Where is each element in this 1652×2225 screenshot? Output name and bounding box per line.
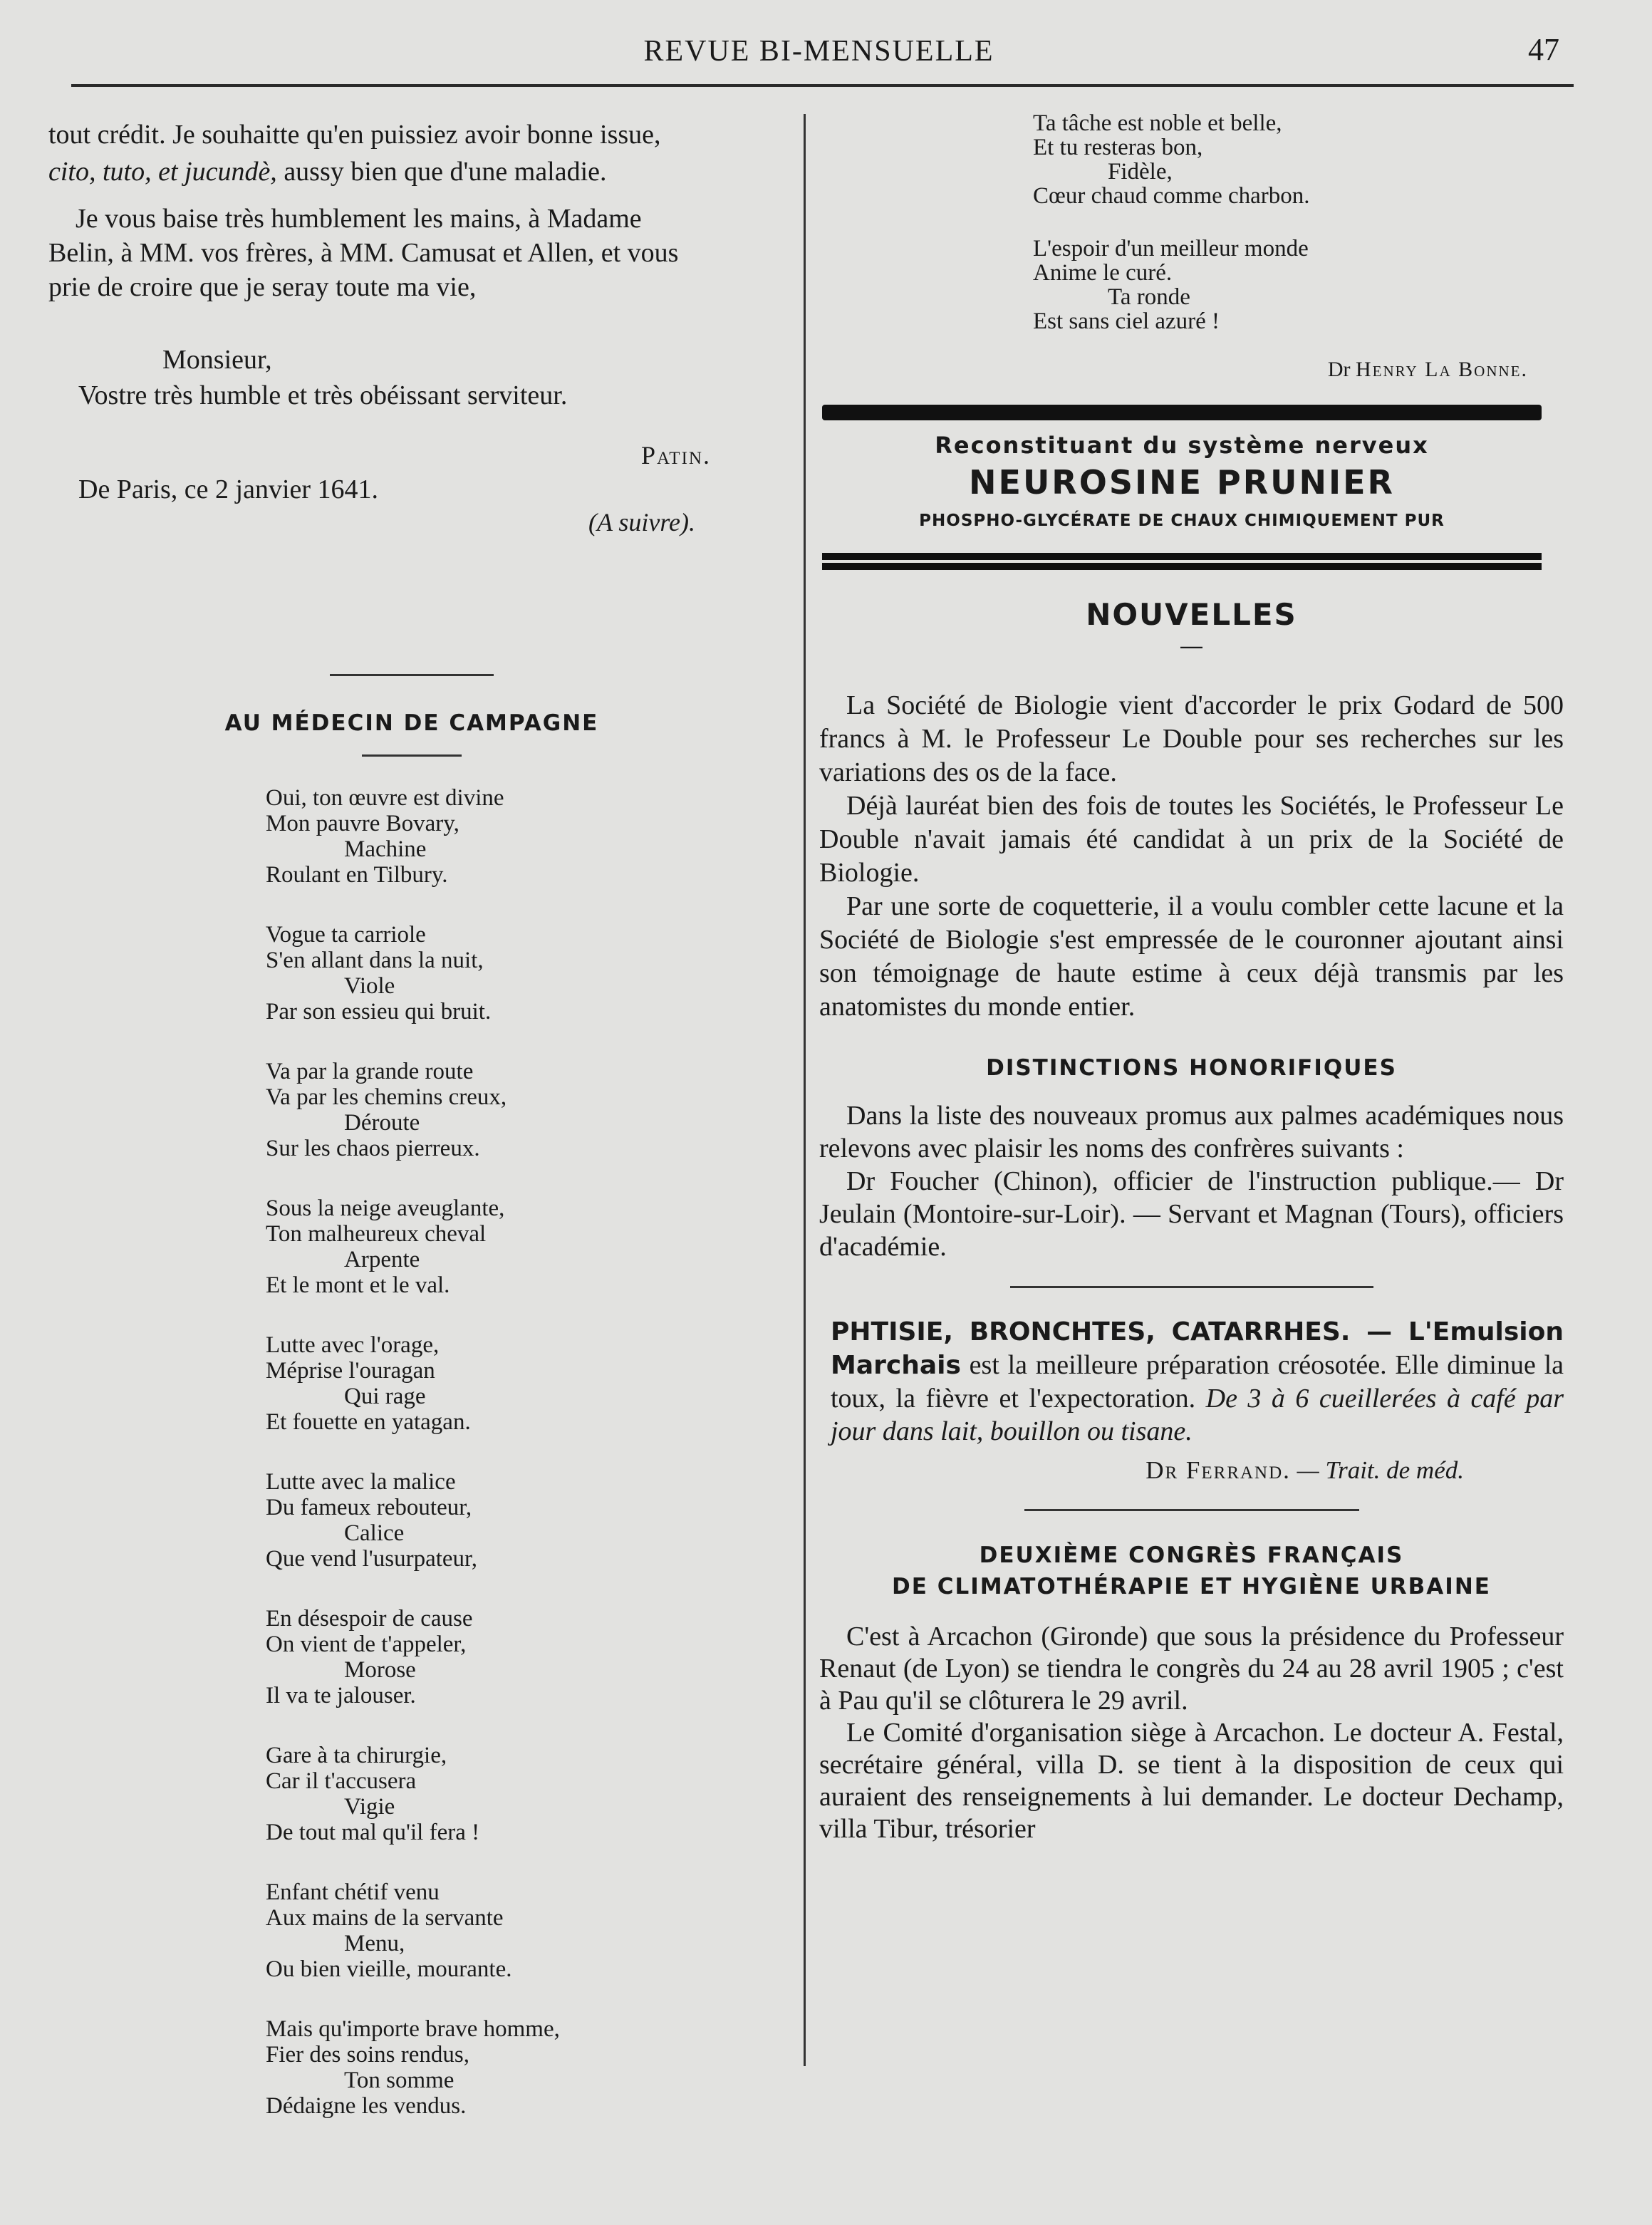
signature: Patin. (641, 441, 711, 470)
notice-text (831, 1315, 1564, 1448)
title-dash: — (1179, 632, 1204, 660)
page-number: 47 (1528, 32, 1559, 67)
poem-line: Ton somme (344, 2068, 454, 2093)
separator-rule (1024, 1509, 1359, 1511)
poem-line: Fier des soins rendus, (266, 2042, 469, 2068)
advert-line1: Reconstituant du système nerveux (935, 432, 1429, 459)
paragraph: Dr Foucher (Chinon), officier de l'instruction publique.— Dr Jeulain (Montoire-sur-Loir). — Servant et Magnan (Tours), officiers d'académie. (819, 1166, 1564, 1262)
poem-line: Et le mont et le val. (266, 1272, 450, 1298)
poem-line: Méprise l'ouragan (266, 1358, 435, 1384)
letter-line: Belin, à MM. vos frères, à MM. Camusat et Allen, et vous (48, 238, 679, 268)
poem-body (266, 785, 782, 2119)
congres-title-line1: DEUXIÈME CONGRÈS FRANÇAIS (979, 1542, 1404, 1568)
poem-line: Ton malheureux cheval (266, 1221, 487, 1247)
page-header (43, 28, 1595, 85)
poem-stanza (266, 1196, 782, 1298)
poem-line: Ta tâche est noble et belle, (1033, 110, 1282, 136)
poem-line: Lutte avec l'orage, (266, 1332, 440, 1358)
separator-rule (330, 674, 494, 676)
poem-line: Déroute (344, 1110, 420, 1136)
paragraph: Le Comité d'organisation siège à Arcachon. Le docteur A. Festal, secrétaire général, villa D. se tient à la disposition de ceux qui auraient des renseignements à lui demander. Le docteur Dechamp, villa Tibur, trésorier (819, 1718, 1564, 1844)
poem-line: Dédaigne les vendus. (266, 2093, 467, 2119)
poem-line: Car il t'accusera (266, 1768, 417, 1794)
poem-line: Roulant en Tilbury. (266, 862, 448, 888)
source-work: — Trait. de méd. (1290, 1456, 1464, 1484)
poem-line: Et tu resteras bon, (1033, 135, 1203, 160)
poem-line: Il va te jalouser. (266, 1683, 416, 1708)
poem-line: En désespoir de cause (266, 1606, 473, 1632)
paragraph: La Société de Biologie vient d'accorder le prix Godard de 500 francs à M. le Professeur Le Double pour ses recherches sur les variations des os de la face. (819, 690, 1564, 787)
poem-line: On vient de t'appeler, (266, 1632, 467, 1657)
poem-line: Morose (344, 1657, 416, 1683)
poem-line: Mais qu'importe brave homme, (266, 2016, 560, 2042)
poem-line: Sous la neige aveuglante, (266, 1196, 505, 1221)
column-divider (804, 114, 806, 2066)
letter-line-text: aussy bien que d'une maladie. (276, 157, 607, 187)
poem-line: Vigie (344, 1794, 395, 1820)
advert-bottom-bar (822, 563, 1542, 570)
poem-line: Va par les chemins creux, (266, 1084, 507, 1110)
congres-title-line2: DE CLIMATOTHÉRAPIE ET HYGIÈNE URBAINE (892, 1574, 1491, 1599)
poem-stanza (1033, 237, 1564, 333)
author-name: Henry La Bonne. (1356, 358, 1528, 381)
poem-stanza (266, 1469, 782, 1572)
letter-ending (41, 107, 782, 549)
poem-line: Ou bien vieille, mourante. (266, 1956, 512, 1982)
to-follow: (A suivre). (588, 508, 695, 536)
poem-line: Aux mains de la servante (266, 1905, 504, 1931)
dateline: De Paris, ce 2 janvier 1641. (78, 474, 379, 504)
latin-phrase: cito, tuto, et jucundè, (48, 157, 277, 187)
poem-line: Est sans ciel azuré ! (1033, 308, 1220, 334)
poem-line: De tout mal qu'il fera ! (266, 1820, 480, 1845)
poem-continuation (1033, 111, 1564, 333)
poem-line: Vogue ta carriole (266, 922, 426, 948)
poem-line: Viole (344, 973, 395, 999)
poem-line: Va par la grande route (266, 1059, 474, 1084)
paragraph: Par une sorte de coquetterie, il a voulu combler cette lacune et la Société de Biologie s'est empressée de le couronner ajoutant ainsi son témoignage de haute estime à ceux déjà transmis par les anatomistes du monde entier. (819, 891, 1564, 1022)
salutation: Monsieur, (162, 345, 272, 375)
poem-line: Lutte avec la malice (266, 1469, 456, 1495)
advert-block (822, 405, 1542, 570)
poem-stanza (266, 2016, 782, 2119)
advert-bottom-bar (822, 553, 1542, 560)
poem-line: Gare à ta chirurgie, (266, 1743, 447, 1768)
notice-body: est la meilleure préparation créosotée. Elle diminue la toux, la fièvre et l'expectoration. (831, 1350, 1564, 1414)
notice-source (831, 1456, 1464, 1485)
poem-line: Par son essieu qui bruit. (266, 999, 492, 1025)
author-prefix: Dr (1327, 358, 1351, 381)
letter-line: tout crédit. Je souhaitte qu'en puissiez avoir bonne issue, (48, 120, 661, 150)
poem-line: Calice (344, 1520, 405, 1546)
letter-line: prie de croire que je seray toute ma vie, (48, 272, 477, 302)
paragraph: Déjà lauréat bien des fois de toutes les Sociétés, le Professeur Le Double n'avait jamais été candidat à un prix de la Société de Biologie. (819, 791, 1564, 888)
source-author: Dr Ferrand. (1146, 1456, 1291, 1484)
poem-line: Que vend l'usurpateur, (266, 1546, 477, 1572)
poem-line: Fidèle, (1108, 159, 1173, 185)
paragraph: Dans la liste des nouveaux promus aux palmes académiques nous relevons avec plaisir les noms des confrères suivants : (819, 1101, 1564, 1163)
poem-line: Cœur chaud comme charbon. (1033, 183, 1310, 209)
distinctions-body (819, 1099, 1564, 1263)
separator-rule (1010, 1286, 1373, 1288)
letter-line (48, 154, 607, 190)
advert-top-bar (822, 405, 1542, 420)
poem-line: Menu, (344, 1931, 405, 1956)
poem-stanza (266, 1059, 782, 1161)
poem-stanza (266, 1743, 782, 1845)
separator-rule (362, 754, 462, 757)
poem-author (819, 358, 1528, 382)
section-title-nouvelles: NOUVELLES (1086, 597, 1297, 632)
poem-line: Machine (344, 836, 427, 862)
poem-title: AU MÉDECIN DE CAMPAGNE (224, 710, 599, 736)
running-title: REVUE BI-MENSUELLE (643, 35, 994, 68)
paragraph: C'est à Arcachon (Gironde) que sous la présidence du Professeur Renaut (de Lyon) se tiendra le congrès du 24 au 28 avril 1905 ; c'est à Pau qu'il se clôturera le 29 avril. (819, 1622, 1564, 1716)
poem-line: Arpente (344, 1247, 420, 1272)
poem-line: Et fouette en yatagan. (266, 1409, 471, 1435)
poem-line: Du fameux rebouteur, (266, 1495, 472, 1520)
poem-line: Sur les chaos pierreux. (266, 1136, 480, 1161)
congres-body (819, 1621, 1564, 1845)
poem-stanza (266, 1606, 782, 1708)
right-column (819, 107, 1564, 1845)
poem-stanza (266, 785, 782, 888)
poem-line: Oui, ton œuvre est divine (266, 785, 504, 811)
poem-line: Anime le curé. (1033, 260, 1173, 286)
poem-stanza (266, 1332, 782, 1435)
section-title-distinctions: DISTINCTIONS HONORIFIQUES (986, 1055, 1397, 1081)
poem-line: Enfant chétif venu (266, 1879, 440, 1905)
left-column (41, 107, 782, 2153)
poem-stanza (266, 922, 782, 1025)
poem-stanza (1033, 111, 1564, 208)
nouvelles-body (819, 689, 1564, 1024)
phtisie-notice (831, 1315, 1564, 1485)
letter-line: Je vous baise très humblement les mains, à Madame (76, 204, 642, 234)
notice-heading: PHTISIE, BRONCHTES, CATARRHES. — L'Emulsion Marchais (831, 1317, 1564, 1380)
closing: Vostre très humble et très obéissant serviteur. (78, 380, 568, 410)
advert-product: NEUROSINE PRUNIER (969, 463, 1395, 502)
poem-stanza (266, 1879, 782, 1982)
advert-line3: PHOSPHO-GLYCÉRATE DE CHAUX CHIMIQUEMENT PUR (919, 512, 1445, 530)
header-rule (71, 84, 1574, 87)
poem-line: Qui rage (344, 1384, 426, 1409)
poem-line: L'espoir d'un meilleur monde (1033, 236, 1309, 261)
notice-dosage: De 3 à 6 cueillerées à café par jour dans lait, bouillon ou tisane. (831, 1384, 1564, 1446)
poem-line: Mon pauvre Bovary, (266, 811, 459, 836)
poem-line: Ta ronde (1108, 284, 1190, 310)
poem-line: S'en allant dans la nuit, (266, 948, 484, 973)
